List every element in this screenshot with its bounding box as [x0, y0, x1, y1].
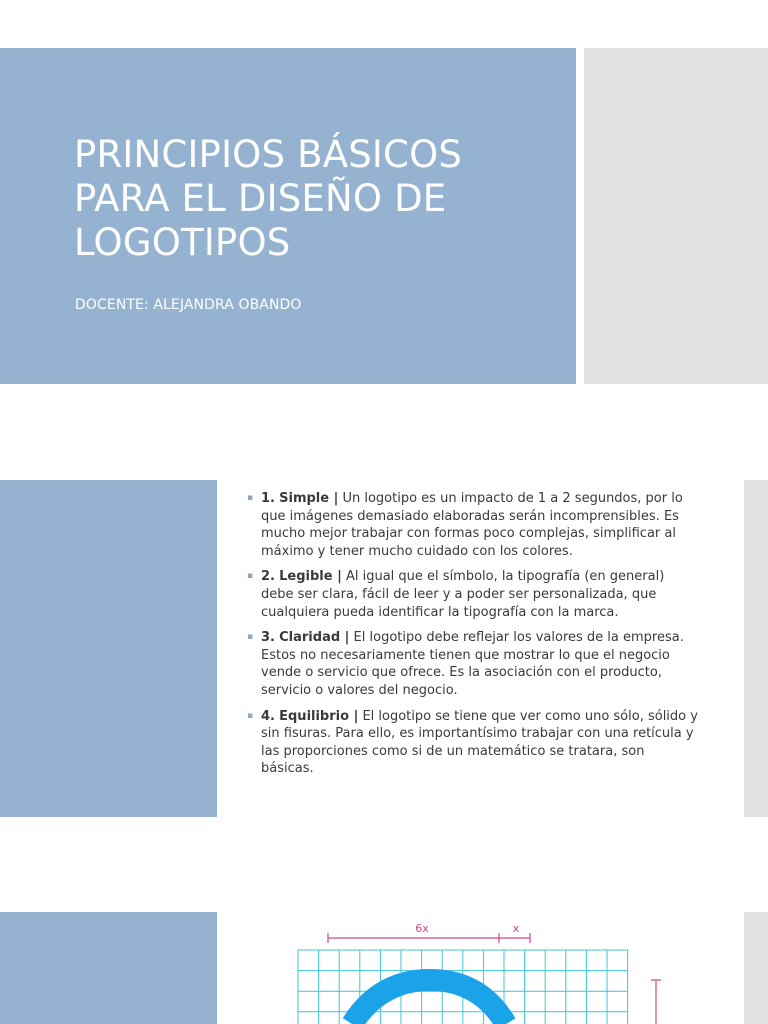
list-item [247, 568, 699, 621]
principle-name: Claridad | [279, 630, 350, 646]
list-item [247, 490, 699, 560]
principle-text: Al igual que el símbolo, la tipografía (en general) debe ser clara, fácil de leer y a poder ser personalizada, que cualquiera pueda identificar la tipografía con la marca. [261, 569, 665, 620]
list-item [247, 708, 699, 778]
dimension-label-6x: 6x [415, 922, 429, 935]
logo-grid-figure [280, 912, 680, 1024]
principle-name: Equilibrio | [279, 708, 359, 724]
slide-subtitle: DOCENTE: ALEJANDRA OBANDO [75, 297, 302, 313]
slide-title-line: PARA EL DISEÑO DE [74, 177, 447, 220]
principles-list [247, 490, 699, 786]
grid-slide-side-panel [744, 912, 768, 1024]
principle-text: El logotipo se tiene que ver como uno sólo, sólido y sin fisuras. Para ello, es importantísimo trabajar con una retícula y las proporciones como si de un matemático se tratara, son básicas. [261, 708, 698, 777]
principle-text: El logotipo debe reflejar los valores de la empresa. Estos no necesariamente tienen que mostrar lo que el negocio vende o servicio que ofrece. Es la asociación con el producto, servicio o valores del negocio. [261, 630, 684, 698]
bullet-icon: ▪ [247, 710, 254, 721]
principles-slide-panel [0, 480, 217, 817]
principle-name: Legible | [279, 569, 342, 585]
principle-number: 3. [261, 630, 275, 646]
bullet-icon: ▪ [247, 493, 254, 503]
principle-number: 2. [261, 569, 275, 585]
bullet-icon: ▪ [247, 632, 254, 643]
principle-name: Simple | [279, 491, 339, 506]
dimension-label-x: x [512, 922, 520, 935]
slide-title-line: LOGOTIPOS [74, 221, 291, 264]
title-slide-side-panel [584, 48, 768, 384]
principles-slide-side-panel [744, 480, 768, 817]
grid-slide-panel [0, 912, 217, 1024]
principle-text: Un logotipo es un impacto de 1 a 2 segundos, por lo que imágenes demasiado elaboradas serán incomprensibles. Es mucho mejor trabajar con formas poco complejas, simplificar al máximo y tener mucho cuidado con los colores. [261, 491, 683, 559]
bullet-icon: ▪ [247, 571, 254, 582]
slide-title [74, 133, 554, 265]
list-item [247, 629, 699, 699]
slide-title-line: PRINCIPIOS BÁSICOS [74, 133, 463, 176]
principle-number: 4. [261, 708, 275, 724]
principle-number: 1. [261, 491, 275, 506]
